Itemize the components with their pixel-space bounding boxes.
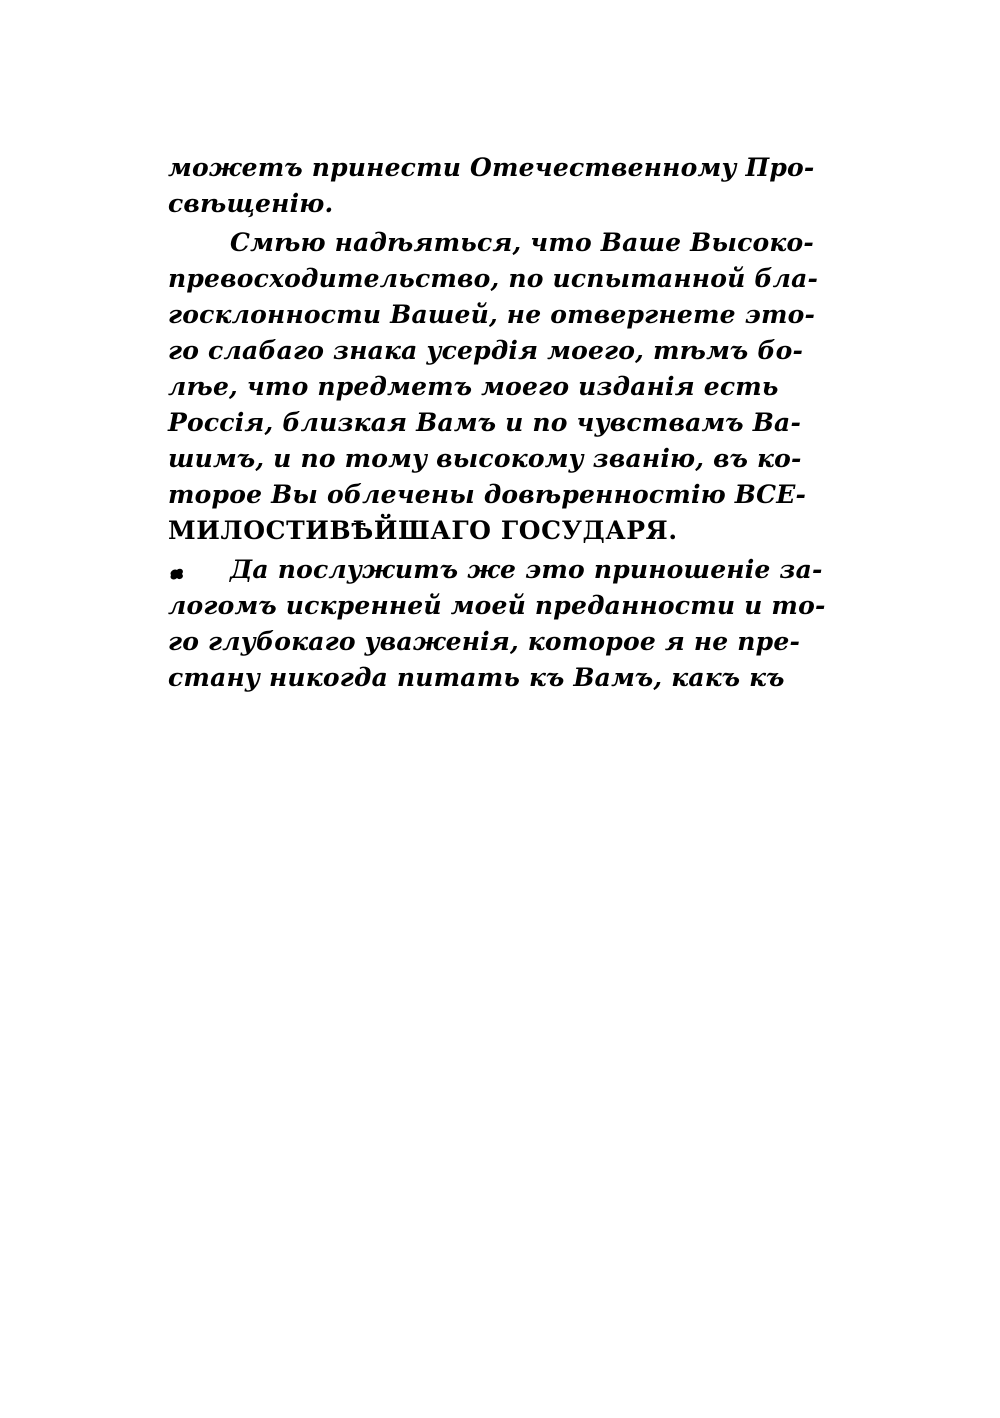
paragraph-3 [168, 552, 826, 696]
text-line: можетъ принести Отечественному Про- [168, 153, 815, 182]
text-line: Да послужитъ же это приношеніе за- [230, 555, 823, 584]
paragraph-1 [168, 150, 815, 222]
text-line: го глубокаго уваженія, которое я не пре- [168, 627, 801, 656]
text-line: стану никогда питать къ Вамъ, какъ къ [168, 663, 785, 692]
text-line: госклонности Вашей, не отвергнете это- [168, 300, 816, 329]
text-line: свѣщенію. [168, 189, 334, 218]
text-line: логомъ искренней моей преданности и то- [168, 591, 826, 620]
text-line: торое Вы облечены довѣренностію ВСЕ- [168, 480, 807, 509]
text-line: шимъ, и по тому высокому званію, въ ко- [168, 444, 802, 473]
body-text [168, 150, 826, 696]
paragraph-2 [168, 225, 819, 549]
text-line: Смѣю надѣяться, что Ваше Высоко- [230, 228, 814, 257]
text-line: лѣе, что предметъ моего изданія есть [168, 372, 779, 401]
text-line: го слабаго знака усердія моего, тѣмъ бо- [168, 336, 804, 365]
text-line: превосходительство, по испытанной бла- [168, 264, 819, 293]
text-line-caps: МИЛОСТИВѢЙШАГО ГОСУДАРЯ. [168, 516, 678, 545]
text-line: Россія, близкая Вамъ и по чувствамъ Ва- [168, 408, 802, 437]
